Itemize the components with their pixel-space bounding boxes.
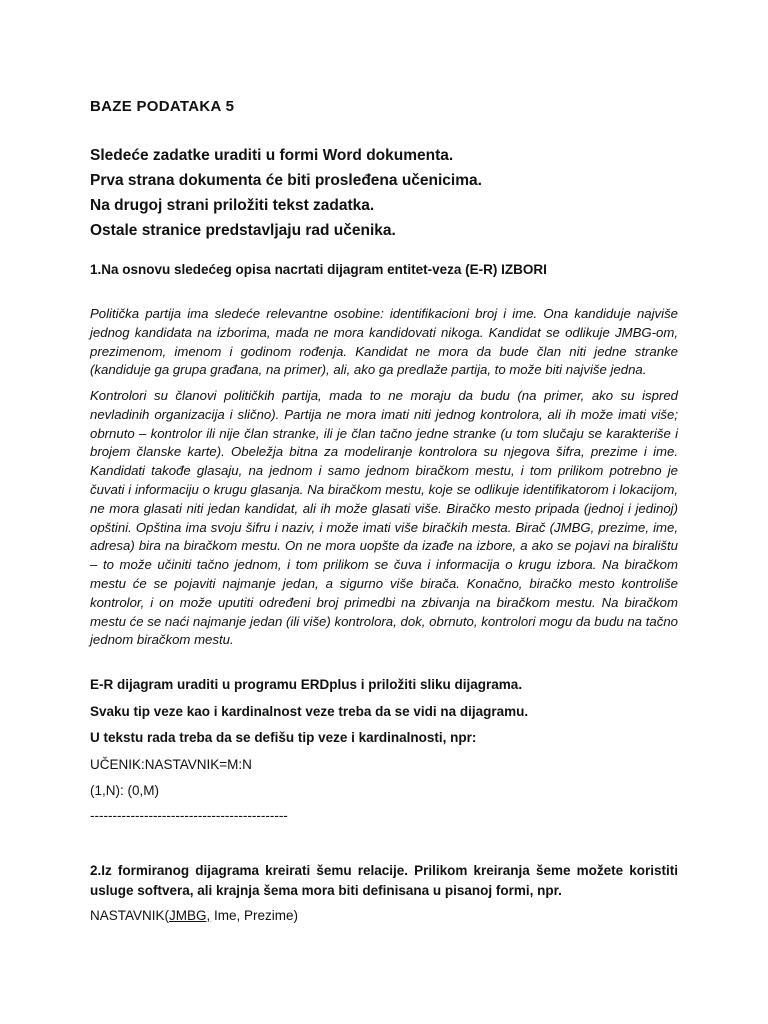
separator-line: -------------------------------------------- xyxy=(90,808,288,823)
schema-example-prefix: NASTAVNIK( xyxy=(90,908,170,923)
example-relationship: UČENIK:NASTAVNIK=M:N xyxy=(90,757,252,772)
schema-example-key: JMBG, xyxy=(169,908,211,923)
schema-example-suffix: Ime, Prezime) xyxy=(210,908,299,923)
instruction-define: U tekstu rada treba da se defišu tip veze i kardinalnosti, npr: xyxy=(90,730,477,745)
task1-paragraph-1: Politička partija ima sledeće relevantne osobine: identifikacioni broj i ime. Ona kandiduje najviše jednog kandidata na izborima, mada ne mora kandidovati nikoga. Kandidat se odlikuje JMBG-om, prezimenom, imenom i godinom rođenja. Kandidat ne mora da bude član niti jedne stranke (kandiduje ga grupa građana, na primer), ali, ako ga predlaže partija, to može biti najviše jedna. xyxy=(90,306,678,378)
example-cardinality: (1,N): (0,M) xyxy=(90,783,159,798)
instruction-erdplus: E-R dijagram uraditi u programu ERDplus i priložiti sliku dijagrama. xyxy=(90,677,523,692)
schema-example xyxy=(90,908,298,923)
document-title: BAZE PODATAKA 5 xyxy=(90,98,235,115)
task2-text: 2.Iz formiranog dijagrama kreirati šemu relacije. Prilikom kreiranja šeme možete koristiti usluge softvera, ali krajnja šema mora biti definisana u pisanoj formi, npr. xyxy=(90,863,678,898)
intro-line-4: Ostale stranice predstavljaju rad učenika. xyxy=(90,222,396,239)
intro-line-1: Sledeće zadatke uraditi u formi Word dokumenta. xyxy=(90,147,454,164)
task1-heading: 1.Na osnovu sledećeg opisa nacrtati dijagram entitet-veza (E-R) IZBORI xyxy=(90,262,547,277)
intro-line-2: Prva strana dokumenta će biti prosleđena učenicima. xyxy=(90,172,482,189)
instruction-cardinality: Svaku tip veze kao i kardinalnost veze treba da se vidi na dijagramu. xyxy=(90,704,529,719)
intro-block xyxy=(90,143,690,243)
task1-paragraph-2: Kontrolori su članovi političkih partija, mada to ne moraju da budu (na primer, ako su ispred nevladinih organizacija i slično). Partija ne mora imati niti jednog kontrolora, ali ih može imati više; obrnuto – kontrolor ili nije član stranke, ili je član tačno jedne stranke (u tom slučaju se karakteriše i brojem članske karte). Obeležja bitna za modeliranje kontrolora su njegova šifra, prezime i ime. Kandidati takođe glasaju, na jednom i samo jednom biračkom mestu, i tom prilikom potrebno je čuvati i informaciju o krugu glasanja. Na biračkom mestu, koje se odlikuje identifikatorom i lokacijom, ne mora glasati niti jedan kandidat, ali ih može glasati više. Biračko mesto pripada (jednoj i jedinoj) opštini. Opština ima svoju šifru i naziv, i može imati više biračkih mesta. Birač (JMBG, prezime, ime, adresa) bira na biračkom mestu. On ne mora uopšte da izađe na izbore, a ako se pojavi na biralištu – to može učiniti tačno jednom, i tom prilikom se čuva i informacija o krugu izbora. Na biračkom mestu će se pojaviti najmanje jedan, a sigurno više birača. Konačno, biračko mesto kontroliše kontrolor, i on može uputiti određeni broj primedbi na zbivanja na biračkom mestu. Na biračkom mestu će se naći najmanje jedan (ili više) kontrolora, dok, obrnuto, kontrolori mogu da budu na tačno jednom biračkom mestu. xyxy=(90,388,678,648)
intro-line-3: Na drugoj strani priložiti tekst zadatka. xyxy=(90,197,375,214)
